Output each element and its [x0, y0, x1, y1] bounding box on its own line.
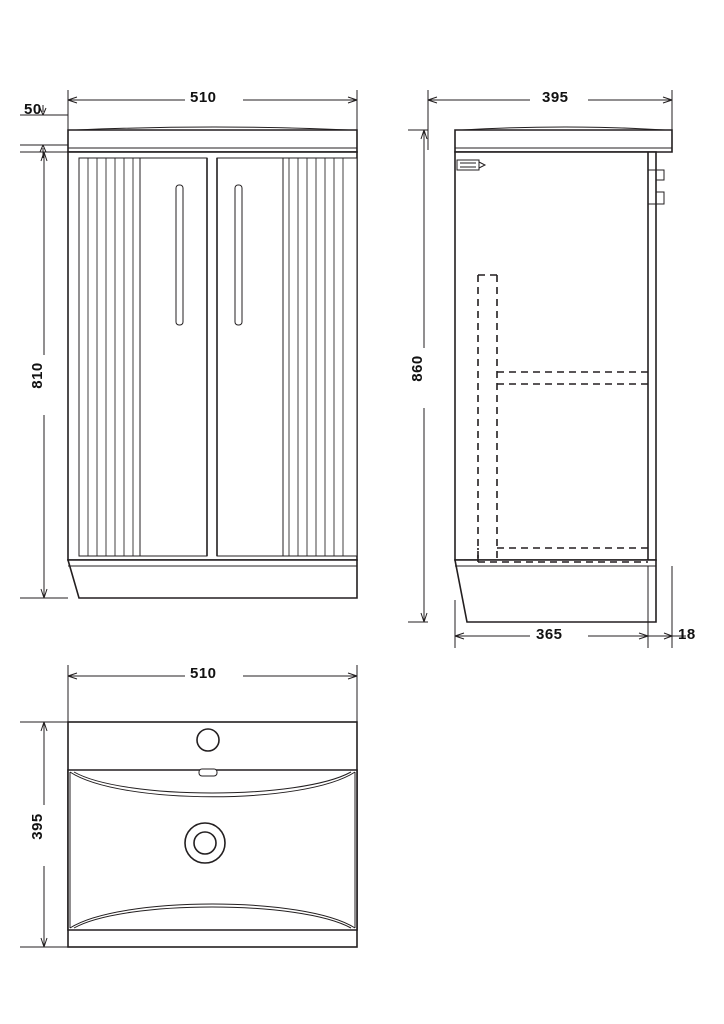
- dim-plan-depth: 395: [28, 813, 46, 840]
- side-elevation-view: [408, 90, 686, 648]
- dim-front-top-gap: 50: [24, 101, 42, 118]
- top-plan-view: [20, 665, 357, 947]
- front-elevation-view: [20, 90, 357, 598]
- dim-plan-width: 510: [190, 665, 217, 682]
- dim-side-inner-depth: 365: [536, 626, 563, 643]
- dim-side-height: 860: [408, 355, 426, 382]
- dim-side-width: 395: [542, 89, 569, 106]
- dim-side-offset: 18: [678, 626, 696, 643]
- dim-front-height: 810: [28, 362, 46, 389]
- dim-front-width: 510: [190, 89, 217, 106]
